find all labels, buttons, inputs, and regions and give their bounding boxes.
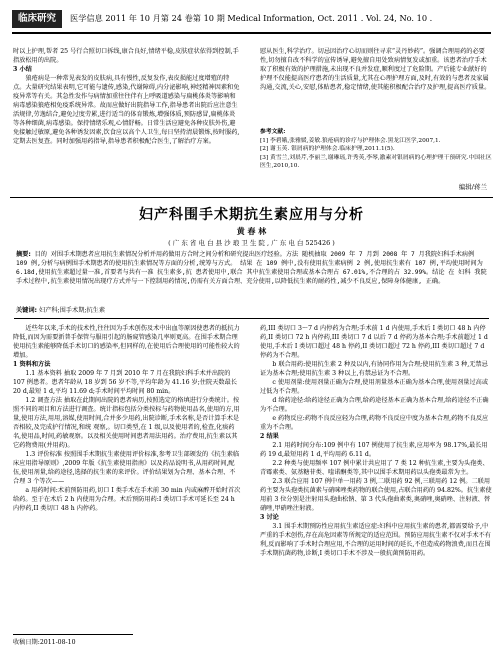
abstract-divider <box>14 318 489 319</box>
journal-citation: 医学信息 2011 年 10 月第 24 卷第 10 期 Medical Information, Oct. 2011 . Vol. 24, No. 10 . <box>70 13 433 23</box>
footer-rule <box>13 634 133 635</box>
references <box>260 128 492 171</box>
paragraph: b 联合用药:使用抗生素 2 种及以内,有协同作用为合理;使用抗生素 3 种,无禁忌证为基本合理;使用抗生素 3 种以上,有禁忌证为不合理。 <box>260 361 488 377</box>
paragraph: 药,III 类切口 3～7 d 内停药为合理;手术前 1 d 内使用,手术后 I 类切口 48 h 内停药,II 类切口 72 h 内停药,III 类切口 7 d 以后 7 d 停药为基本合理;手术前超过 1 d 使用,手术后 I 类切口超过 48 h 停药,II 类切口超过 72 h 停药,III 类切口超过 7 d 停药为不合理。 <box>260 325 488 359</box>
paragraph: e 药物反应:药物不良反应轻为合理,药物不良反应中度为基本合理,药物不良反应重为不合理。 <box>260 415 489 431</box>
paragraph: 3.1 围手术期预防性应用抗生素适应症:妇科中应用抗生素的患者,都需要给予,中严重的手术创伤,存在高危因素等所规定的适应范围。预防应用抗生素不仅对手术不有利,反而影响了手术时合理应用,不合理的运用时间的延长,不但造成药物浪费,而且在围手术期抗菌药物,诊断,I 类切口手术不涉及一般抗菌预防用药。 <box>260 523 491 557</box>
section-heading: 3 讨论 <box>260 514 279 521</box>
reference-item: [3] 黄雪兰,刘晨芹,李丽兰,谢琳瑶,许秀英,李琴,激素对银屑病的心理护理干预研究.中国社区医生,2010,10. <box>260 154 492 170</box>
paragraph: 时以上护理,帮者 25 号行合照切口拆线,康合良好,情绪平稳,皮肤症状依得到控制,手指放松用的出院。 <box>13 48 239 64</box>
paragraph: 2.3 联合应用 107 例中单一用药 3 例,二联用药 92 例,三联用药 12 例。二联用药主要为头孢类抗菌素与硝咪唑类药物的联合使用,占联合用药的 94.82%。抗生素使用前 3 位分别是注射用头孢曲松钠、第 3 代头孢曲素类,奥硝唑,奥硝唑、注射液、替硝唑,甲硝唑注射液。 <box>260 478 492 512</box>
paragraph: 1.3 评价标准 按照围手术期抗生素使用评价标准,参考卫生部颁发的《抗生素临床应用指导原则》,2009 年版《抗生素使用指南》以及药品说明书,从用药时间,配伍,使用剂量,给药途径,选择的抗生素的来评价。评价结果划为合理、基本合理、不合理 3 个等次—— <box>13 451 240 485</box>
article-affiliation: ( 广 东 省 电 白 县 沙 琅 卫 生 院 , 广 东 电 白 525426 ) <box>168 239 335 247</box>
section-heading: 3 小结 <box>13 66 32 73</box>
header-rule <box>12 32 491 34</box>
section-heading: 1 资料和方法 <box>13 361 51 368</box>
paragraph: 慰从医生,科学治疗。切忌因治疗心切而则往寻求“灵丹妙药”。强调合理用药的必要性,切勿擅自改不科学的宣传诱导,避免擅自用处致病情复发或加重。该患者治疗手术取了积极有效的护理措施,未出现不良并发症,顺利度过了危险期。产后能专业献好的护理不仅能提高医疗患者的生活质量,尤其在心理护理方面,及时,有效的与患者及家属沟通,交流,关心,安慰,体贴患者,稳定情绪,使其能积极配合治疗及护理,提高医疗质量。 <box>260 48 491 91</box>
paragraph: 2.1 用药时间分布:109 例中有 107 例使用了抗生素,应用率为 98.17%,最长用药 19 d,最短用药 1 d,平均用药 6.11 d。 <box>260 442 488 458</box>
section-heading: 2 结果 <box>260 433 279 440</box>
abstract <box>16 250 488 286</box>
paragraph: d 给药途径:给药途径正确为合理,给药途径基本正确为基本合理,给药途径不正确为不合理。 <box>260 397 489 413</box>
keywords <box>16 306 488 315</box>
article-right-column <box>260 324 492 642</box>
paragraph: 2.2 种类与使用频率 107 例中累计共应用了 7 类 12 种抗生素,主要为头孢类、青霉素类、氨基糖苷类、喹诺酮类等,其中以围手术期用药以头孢类最常为主。 <box>260 460 489 476</box>
paragraph: 1.2 调查方法 抽取在此期间出院的患者病历,按照选定的格填进行分类统计。按照不同的项目和方法进行调查。统计指标包括分类按标与药物使用品名,使用的方,用量,使用方法,用用,溶媒,使用时间,合并多少用药,出院诊断,手术名称,是否计算手术是否相较,及完成护行情况,和统 观察,。切口类型,在 1 级,以及使用者的,检查,化痰药名,使用品,时间,药敏观察。以及相关使用时间患者用法用药。治疗费用,抗生素以其它药物费用(并用药)。 <box>13 397 240 449</box>
paragraph: a 用药时间:术前预防用药,切口 I 类手术在手术前 30 min 内或麻醉开始时首次给药。至于在术后 2 h 内使用为合理。术后预防用药:I 类切口手术可延长至 24 h 内停药,II 类切口 48 h 内停药。 <box>13 487 241 512</box>
section-badge: 临床研究 <box>12 10 62 28</box>
previous-article-right-column <box>260 47 492 127</box>
article-title: 妇产科围手术期抗生素应用与分析 <box>139 207 364 223</box>
reference-item: [2] 谢玉英. 银屑病的护理体会.临床护理,2011.1(5). <box>260 146 395 153</box>
article-left-column <box>13 324 241 629</box>
paragraph: 1.1 基本资料 抽取 2009 年 7 月到 2010 年 7 月在我院妇科手术并出院的 107 例患者。患者年龄从 18 岁到 56 岁不等,平均年龄为 41.16 岁;住院天数最长 20 d,最短 1 d,平均 11.69 d;手术时间平均时间 80 min。 <box>13 370 237 395</box>
paragraph: 狼疮病是一种常见表发的皮肤病,具有慢性,反复发作,表皮损能过度增殖的特点。大量研究结果表明,它可能与遗传,感染,代谢障碍,内分泌影响,神经精神因素和免疫异常等有关。其急性发作与病情加重往往伴有上呼吸道感染与扁桃体炎等影响和病毒感染狼疮相免疫系统异常。故而应做好出院指导工作,指导患者出院后应注意生活规律,劳逸结合,避免过度劳累,进行适当的体育锻炼,增强体质,预防感冒,扁桃体炎等各种细菌,病毒感染。保持情绪乐观,心情舒畅。日常生活应避免各种皮肤外伤,避免接触过敏原,避免各种诱发因素,饮食应以高个人卫生,每日坚持清晨锻炼,按时服药,定期去医复查。同时加强用药指导,指导患者积极配合医生,了解治疗方案。 <box>13 75 240 145</box>
journal-header <box>0 0 503 40</box>
references-heading: 参考文献: <box>260 129 286 135</box>
paragraph: c 使用剂量:使用剂量正确为合理,使用剂量基本正确为基本合理,使用剂量过高或过低为不合理。 <box>260 379 489 395</box>
article-divider <box>10 197 493 198</box>
received-date: 收稿日期:2011-08-10 <box>13 639 76 646</box>
editor-credit: 编辑/蒋兰 <box>458 183 487 191</box>
abstract-label: 摘要: <box>16 251 31 258</box>
abstract-text: 目的 对围手术期患者应用抗生素情况分析并用药做用方合时之间分析和研究提出医疗经验。方法 随机抽取 2009 年 7 月到 2008 年 7 月我院妇科手术病例 109 例,分析与病例围手术期患者的使用抗生素情况等方面的分析,统筹与方式。 结果 在 109 例中,没有使用抗生素病例 2 例,使用抗生素有 107 例,平均使用时间为 6.18d,使用抗生素超过量一准,首要者与共有一准 抗生素多,抗 患者使用中,联合 其中抗生素使用合理或基本合理占 67.01%,不合理的占 32.99%。结论 在 妇科 我院手术过程中,抗生素使用情况出现疗方式并与一下控制用药情况,仍需有关方面合理、充分使用,以降低抗生素的耐药性,减少不良反应,保障身体健康, 正确。 <box>16 251 487 285</box>
paragraph: 近些年以来,手术的技术性,往往因为手术创伤及术中出血等原因使患者的抵抗力降低,而因为需要新普手保管与服用引起的肠窥管感染几率则更高。在围手术期合理使用抗生素能够降低手术切口的感染率,但同样的,在使用后合理使用的可能性较大的增加。 <box>13 325 240 359</box>
keywords-label: 关键词: <box>16 307 38 314</box>
keywords-text: 妇产科;围手术期;抗生素 <box>39 307 106 314</box>
article-author: 黄 春 林 <box>236 226 267 236</box>
reference-item: [1] 李碧娥,张雅媛,姜敏.狼疮病的诊疗与护理体会.黑龙江医学,2007,1. <box>260 137 441 144</box>
